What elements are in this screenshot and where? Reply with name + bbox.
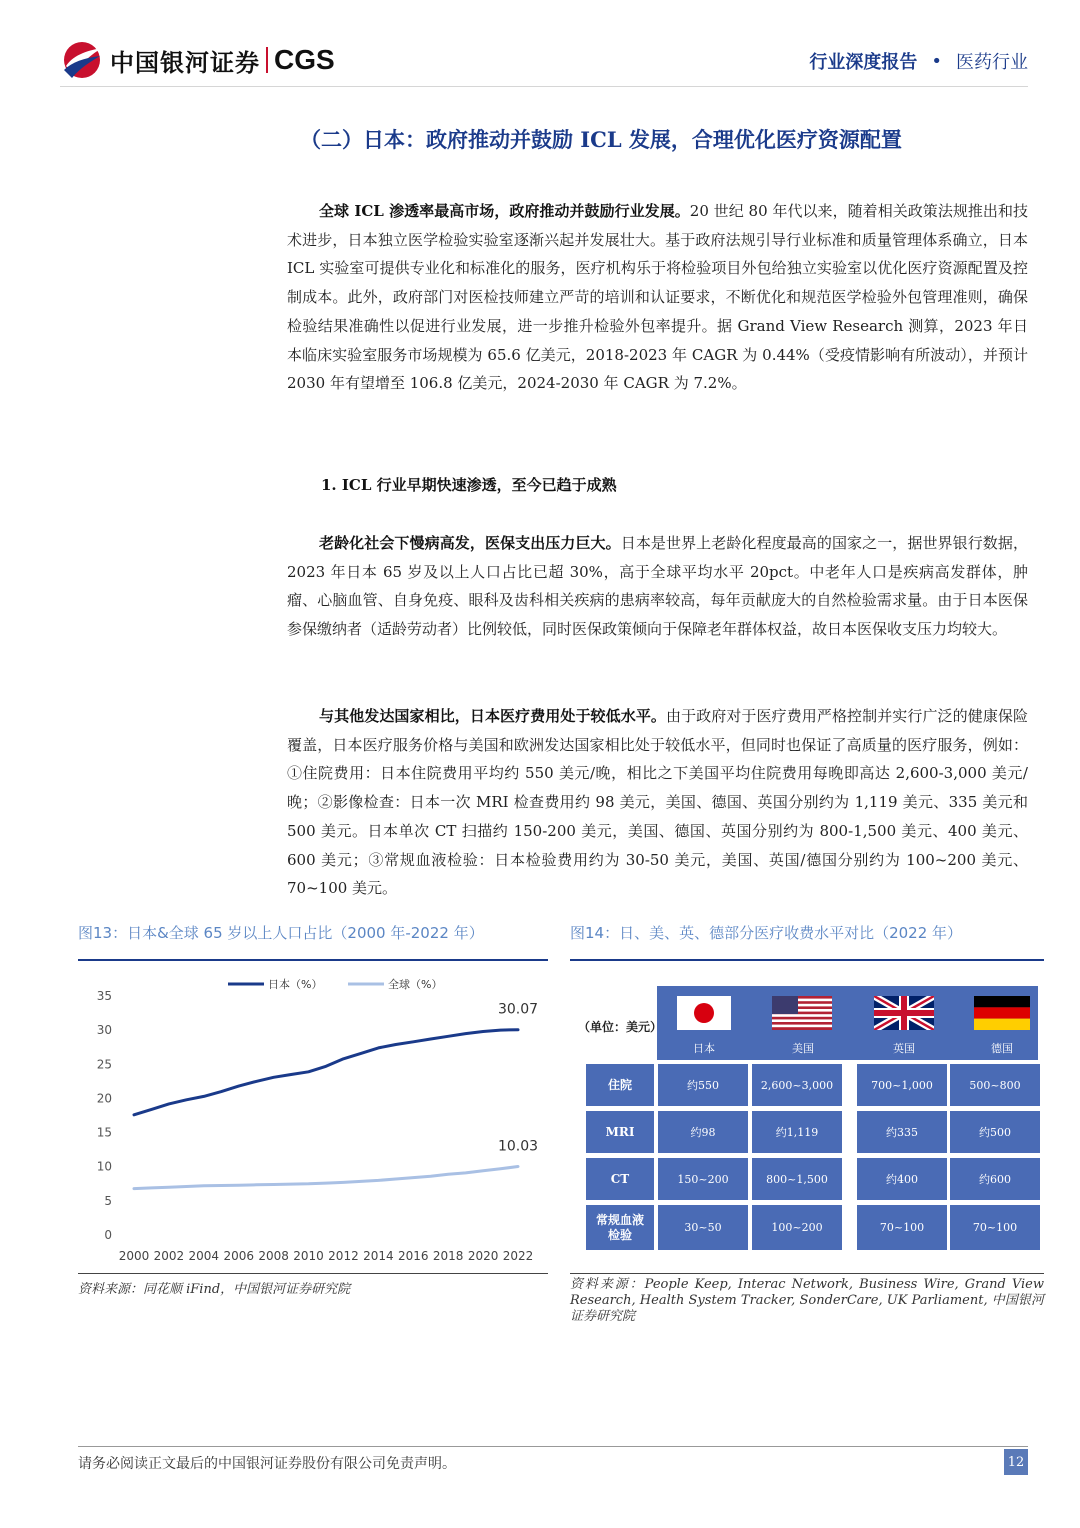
figure14-title: 图14：日、美、英、德部分医疗收费水平对比（2022 年） — [570, 924, 963, 942]
paragraph-lead: 全球 ICL 渗透率最高市场，政府推动并鼓励行业发展。 — [319, 202, 690, 220]
data-label: 10.03 — [497, 1138, 539, 1155]
figure13-source: 资料来源：同花顺 iFind，中国银河证券研究院 — [78, 1282, 351, 1297]
table-cell: 500~800 — [950, 1064, 1040, 1106]
table-cell: 约500 — [950, 1111, 1040, 1153]
y-tick-label: 20 — [96, 1091, 112, 1106]
series-line — [134, 1030, 518, 1115]
country-germany: 德国 — [991, 1042, 1013, 1055]
footer-divider — [78, 1446, 1028, 1447]
logo-divider — [266, 47, 268, 73]
x-tick-label: 2010 — [293, 1249, 324, 1263]
header-separator: • — [931, 50, 942, 72]
y-tick-label: 30 — [96, 1023, 112, 1038]
y-tick-label: 15 — [96, 1125, 112, 1140]
table-cell: 约400 — [857, 1158, 947, 1200]
y-tick-label: 25 — [96, 1057, 112, 1072]
legend-label: 日本（%） — [268, 978, 323, 991]
industry-label: 医药行业 — [956, 52, 1028, 73]
paragraph-lead: 与其他发达国家相比，日本医疗费用处于较低水平。 — [319, 707, 666, 725]
uk-flag-icon — [874, 996, 934, 1030]
paragraph-body: 20 世纪 80 年代以来，随着相关政策法规推出和技术进步，日本独立医学检验实验室逐渐兴起并发展壮大。基于政府法规引导行业标准和质量管理体系确立，日本 ICL 实验室可提供专业化和标准化的服务，医疗机构乐于将检验项目外包给独立实验室以优化医疗资源配置及控制成本。此外，政府部门对医检技师建立严苛的培训和认证要求，不断优化和规范医学检验外包管理准则，确保检验结果准确性以促进行业发展，进一步推升检验外包率提升。据 Grand View Research 测算，2023 年日本临床实验室服务市场规模为 65.6 亿美元，2018-2023 年 CAGR 为 0.44%（受疫情影响有所波动），并预计 2030 年有望增至 106.8 亿美元，2024-2030 年 CAGR 为 7.2%。 — [287, 202, 1029, 393]
japan-flag-icon — [677, 996, 731, 1030]
table-cell: 30~50 — [658, 1205, 748, 1250]
x-tick-label: 2022 — [502, 1249, 534, 1263]
usa-flag-icon — [772, 996, 832, 1030]
paragraph-icl-market — [287, 197, 1028, 398]
paragraph-medical-costs — [287, 702, 1028, 903]
table-cell: 70~100 — [950, 1205, 1040, 1250]
figure13-title: 图13：日本&全球 65 岁以上人口占比（2000 年-2022 年） — [78, 924, 484, 942]
logo-english-text: CGS — [274, 44, 335, 75]
figure14-bottom-rule — [570, 1273, 1044, 1274]
paragraph-aging — [287, 529, 1028, 644]
row-label-blood-test: 常规血液检验 — [586, 1205, 654, 1250]
x-tick-label: 2000 — [118, 1249, 150, 1263]
row-label-ct: CT — [586, 1158, 654, 1200]
legend-label: 全球（%） — [388, 978, 443, 991]
footer-disclaimer: 请务必阅读正文最后的中国银河证券股份有限公司免责声明。 — [78, 1456, 456, 1472]
figure14-top-rule — [570, 959, 1044, 961]
table-cell: 2,600~3,000 — [752, 1064, 842, 1106]
y-tick-label: 35 — [96, 989, 112, 1003]
table-cell: 70~100 — [857, 1205, 947, 1250]
company-logo — [60, 40, 335, 80]
page-number: 12 — [1004, 1449, 1028, 1475]
x-tick-label: 2018 — [432, 1249, 464, 1263]
table-cell: 约335 — [857, 1111, 947, 1153]
table-cell: 100~200 — [752, 1205, 842, 1250]
x-tick-label: 2002 — [153, 1249, 185, 1263]
paragraph-body: 由于政府对于医疗费用严格控制并实行广泛的健康保险覆盖，日本医疗服务价格与美国和欧洲发达国家相比处于较低水平，但同时也保证了高质量的医疗服务，例如：①住院费用：日本住院费用平均约 550 美元/晚，相比之下美国平均住院费用每晚即高达 2,600-3,000 美元/晚；②影像检查：日本一次 MRI 检查费用约 98 美元，美国、德国、英国分别约为 1,119 美元、335 美元和 500 美元。日本单次 CT 扫描约 150-200 美元，美国、德国、英国分别约为 800-1,500 美元、400 美元、600 美元；③常规血液检验：日本检验费用约为 30-50 美元，美国、英国/德国分别约为 100~200 美元、70~100 美元。 — [287, 707, 1028, 898]
country-uk: 英国 — [893, 1042, 915, 1055]
table-cell: 800~1,500 — [752, 1158, 842, 1200]
report-category — [809, 48, 1028, 74]
x-tick-label: 2008 — [258, 1249, 289, 1263]
table-cell: 约1,119 — [752, 1111, 842, 1153]
series-line — [134, 1167, 518, 1189]
section-title: （二）日本：政府推动并鼓励 ICL 发展，合理优化医疗资源配置 — [300, 127, 902, 152]
y-tick-label: 5 — [104, 1193, 112, 1208]
figure13-bottom-rule — [78, 1273, 548, 1274]
x-tick-label: 2004 — [188, 1249, 220, 1263]
table-cell: 约600 — [950, 1158, 1040, 1200]
germany-flag-icon — [974, 996, 1030, 1030]
x-tick-label: 2006 — [223, 1249, 255, 1263]
country-usa: 美国 — [792, 1042, 814, 1055]
subsection-title: 1. ICL 行业早期快速渗透，至今已趋于成熟 — [321, 476, 617, 494]
medical-fee-comparison-table — [572, 986, 1040, 1252]
row-label-hospitalization: 住院 — [586, 1064, 654, 1106]
x-tick-label: 2016 — [397, 1249, 429, 1263]
figure14-source: 资料来源：People Keep, Interac Network, Business Wire, Grand View Research, Health System Tracker, SonderCare, UK Parliament, 中国银河证券研究院 — [570, 1277, 1044, 1324]
table-cell: 150~200 — [658, 1158, 748, 1200]
galaxy-logo-icon — [60, 40, 104, 80]
table-unit-label: （单位：美元） — [578, 1020, 663, 1034]
y-tick-label: 0 — [104, 1228, 112, 1242]
aging-population-line-chart — [78, 968, 548, 1273]
logo-chinese-text: 中国银河证券 — [110, 48, 260, 77]
paragraph-body: 日本是世界上老龄化程度最高的国家之一，据世界银行数据，2023 年日本 65 岁及以上人口占比已超 30%，高于全球平均水平 20pct。中老年人口是疾病高发群体，肿瘤、心脑血管、自身免疫、眼科及齿科相关疾病的患病率较高，每年贡献庞大的自然检验需求量。由于日本医保参保缴纳者（适龄劳动者）比例较低，同时医保政策倾向于保障老年群体权益，故日本医保收支压力均较大。 — [287, 534, 1028, 639]
table-cell: 约98 — [658, 1111, 748, 1153]
x-tick-label: 2012 — [328, 1249, 359, 1263]
figure13-top-rule — [78, 959, 548, 961]
country-japan: 日本 — [693, 1042, 715, 1055]
x-tick-label: 2020 — [467, 1249, 499, 1263]
header-divider — [60, 86, 1028, 87]
table-cell: 700~1,000 — [857, 1064, 947, 1106]
table-cell: 约550 — [658, 1064, 748, 1106]
y-tick-label: 10 — [96, 1159, 112, 1174]
x-tick-label: 2014 — [363, 1249, 394, 1263]
paragraph-lead: 老龄化社会下慢病高发，医保支出压力巨大。 — [319, 534, 621, 552]
report-type: 行业深度报告 — [809, 52, 918, 73]
row-label-mri: MRI — [586, 1111, 654, 1153]
page-header — [0, 0, 1080, 100]
data-label: 30.07 — [497, 1001, 539, 1018]
